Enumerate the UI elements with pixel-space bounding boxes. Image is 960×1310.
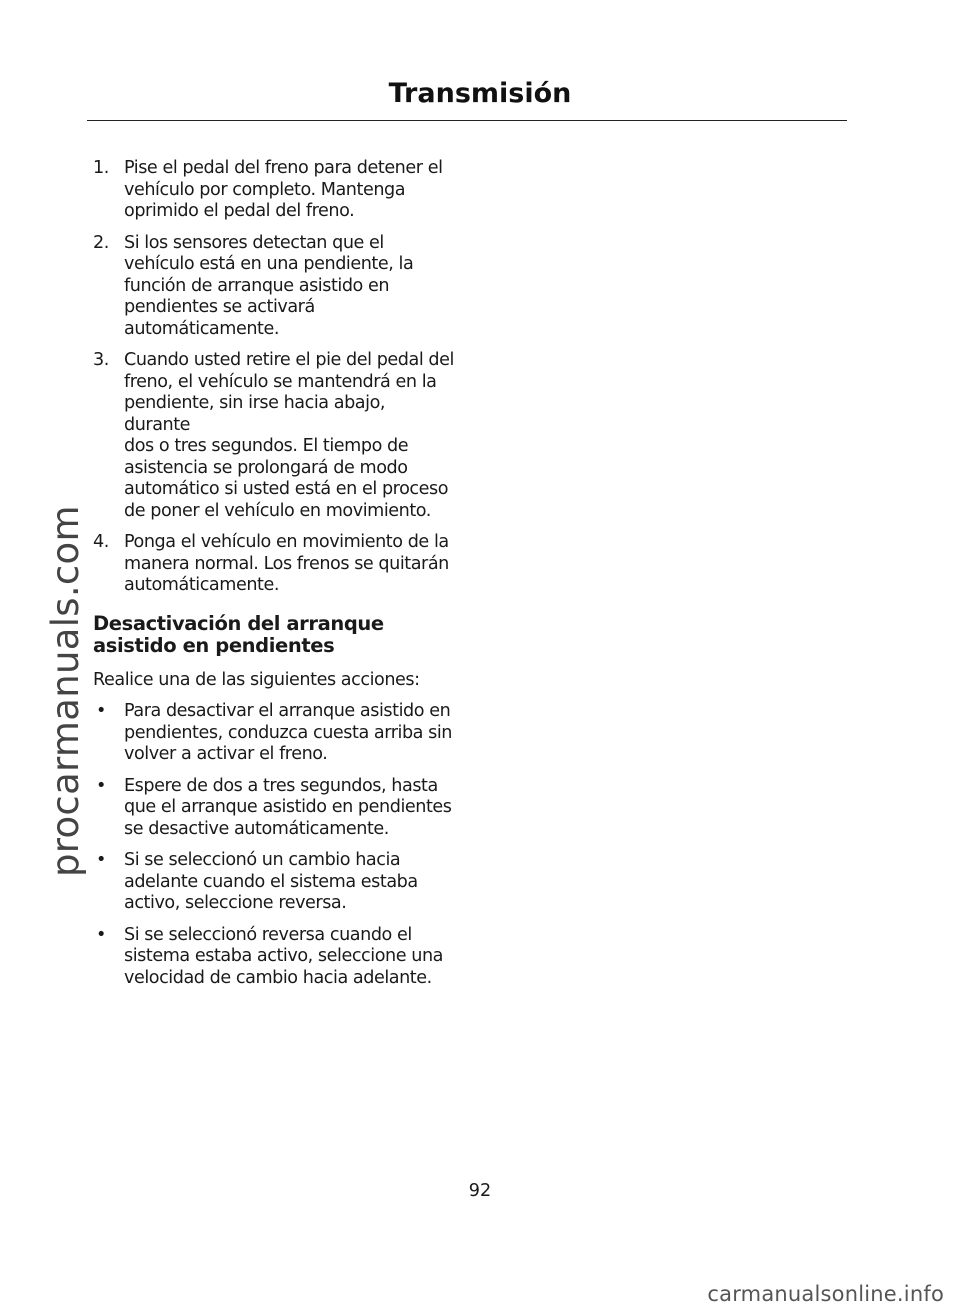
text-line: pendientes se activará: [124, 297, 315, 317]
text-line: Si se seleccionó un cambio hacia: [124, 850, 401, 870]
text-line: manera normal. Los frenos se quitarán: [124, 553, 449, 574]
bullet-text: [124, 776, 455, 841]
text-line: velocidad de cambio hacia adelante.: [124, 967, 432, 988]
step-number: 4.: [93, 532, 109, 552]
text-line: adelante cuando el sistema estaba: [124, 871, 418, 892]
text-line: función de arranque asistido en: [124, 275, 390, 296]
text-line: Espere de dos a tres segundos, hasta: [124, 775, 438, 796]
text-line: se desactive automáticamente.: [124, 818, 389, 839]
text-line: automáticamente.: [124, 318, 279, 339]
bottom-watermark: carmanualsonline.info: [707, 1282, 944, 1306]
step-item: [93, 233, 455, 341]
text-line: oprimido el pedal del freno.: [124, 201, 355, 221]
step-number: 3.: [93, 350, 109, 370]
step-number: 2.: [93, 232, 109, 253]
bullet-item: [93, 925, 455, 990]
text-line: Cuando usted retire el pie del pedal del: [124, 350, 454, 370]
step-item: [93, 158, 455, 223]
step-text: [124, 532, 455, 597]
section-intro: Realice una de las siguientes acciones:: [93, 669, 420, 690]
bullet-item: [93, 850, 455, 915]
text-line: asistencia se prolongará de modo: [124, 457, 408, 478]
bullet-marker: •: [96, 850, 106, 870]
page-title: Transmisión: [388, 78, 572, 109]
text-line: pendientes, conduzca cuesta arriba sin: [124, 722, 452, 743]
text-line: automático si usted está en el proceso: [124, 479, 449, 499]
text-line: dos o tres segundos. El tiempo de: [124, 436, 409, 456]
bullet-list: [93, 701, 455, 989]
heading-line: asistido en pendientes: [93, 633, 335, 657]
bullet-text: [124, 701, 455, 766]
text-line: freno, el vehículo se mantendrá en la: [124, 371, 437, 392]
text-line: pendiente, sin irse hacia abajo, durante: [124, 393, 386, 435]
step-number: 1.: [93, 158, 109, 178]
text-line: Para desactivar el arranque asistido en: [124, 701, 451, 721]
text-line: de poner el vehículo en movimiento.: [124, 500, 431, 521]
step-text: [124, 350, 455, 522]
bullet-marker: •: [96, 701, 106, 721]
content-column: [93, 158, 455, 999]
step-text: [124, 233, 455, 341]
text-line: Pise el pedal del freno para detener el: [124, 158, 443, 178]
text-line: sistema estaba activo, seleccione una: [124, 946, 443, 966]
heading-line: Desactivación del arranque: [93, 611, 384, 635]
numbered-steps: [93, 158, 455, 597]
bullet-marker: •: [96, 924, 106, 945]
step-item: [93, 350, 455, 522]
text-line: volver a activar el freno.: [124, 744, 328, 764]
text-line: Si los sensores detectan que el: [124, 232, 384, 253]
bullet-text: [124, 925, 455, 990]
bullet-item: [93, 701, 455, 766]
title-divider: [87, 120, 847, 121]
step-item: [93, 532, 455, 597]
text-line: Ponga el vehículo en movimiento de la: [124, 532, 449, 552]
bullet-text: [124, 850, 455, 915]
text-line: automáticamente.: [124, 575, 279, 595]
side-watermark-text: procarmanuals.com: [44, 505, 87, 877]
bullet-marker: •: [96, 775, 106, 796]
bullet-item: [93, 776, 455, 841]
text-line: Si se seleccionó reversa cuando el: [124, 924, 412, 945]
step-text: [124, 158, 455, 223]
text-line: que el arranque asistido en pendientes: [124, 797, 452, 817]
section-heading: [93, 613, 455, 657]
text-line: activo, seleccione reversa.: [124, 893, 347, 913]
page-number: 92: [468, 1181, 492, 1201]
text-line: vehículo está en una pendiente, la: [124, 254, 414, 274]
text-line: vehículo por completo. Mantenga: [124, 179, 406, 200]
